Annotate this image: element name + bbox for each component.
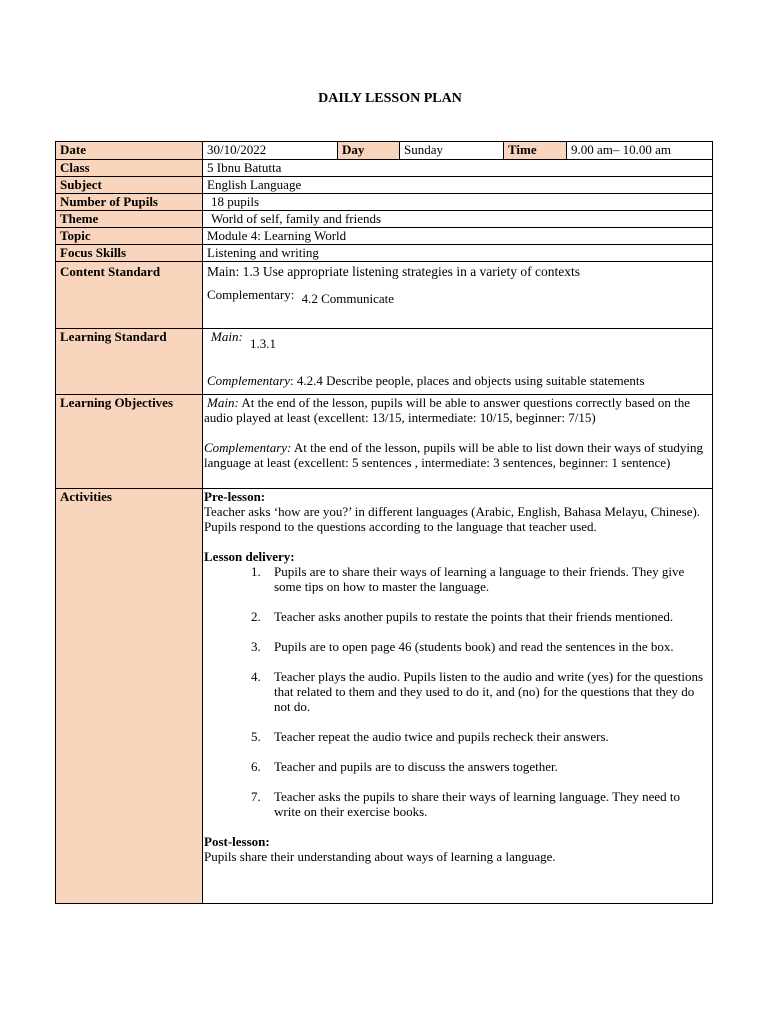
lesson-steps xyxy=(204,564,708,819)
value-class: 5 Ibnu Batutta xyxy=(203,160,713,177)
step-text: Pupils are to share their ways of learning a language to their friends. They give some tips on how to master the language. xyxy=(274,564,685,594)
pre-lesson-line-2: Pupils respond to the questions according to the language that teacher used. xyxy=(204,519,597,534)
step-text: Teacher and pupils are to discuss the answers together. xyxy=(274,759,558,774)
ls-main-label: Main: xyxy=(211,329,243,344)
pre-lesson-heading: Pre-lesson: xyxy=(204,489,266,504)
content-main: Main: 1.3 Use appropriate listening strategies in a variety of contexts xyxy=(207,264,581,279)
label-day: Day xyxy=(338,142,400,160)
value-subject: English Language xyxy=(203,177,713,194)
value-learning-objectives xyxy=(203,395,713,489)
lesson-plan-table xyxy=(55,141,713,904)
post-lesson-line: Pupils share their understanding about ways of learning a language. xyxy=(204,849,556,864)
row-content-standard xyxy=(56,262,713,329)
objective-main xyxy=(204,395,708,425)
step-number: 2. xyxy=(251,609,261,624)
step-text: Pupils are to open page 46 (students book) and read the sentences in the box. xyxy=(274,639,674,654)
step-number: 3. xyxy=(251,639,261,654)
value-pupils: 18 pupils xyxy=(203,194,713,211)
content-comp-label: Complementary: xyxy=(207,287,295,302)
objective-complementary xyxy=(204,440,708,470)
label-time: Time xyxy=(504,142,567,160)
ls-main-text: 1.3.1 xyxy=(250,336,277,351)
row-theme xyxy=(56,211,713,228)
label-focus: Focus Skills xyxy=(56,245,203,262)
step-text: Teacher asks another pupils to restate the points that their friends mentioned. xyxy=(274,609,674,624)
label-learning-objectives: Learning Objectives xyxy=(56,395,203,489)
step-item xyxy=(204,609,708,624)
value-theme-cell xyxy=(203,211,713,228)
step-item xyxy=(204,759,708,774)
pre-lesson-line-1: Teacher asks ‘how are you?’ in different languages (Arabic, English, Bahasa Melayu, Chinese). xyxy=(204,504,701,519)
row-learning-objectives xyxy=(56,395,713,489)
step-item xyxy=(204,729,708,744)
row-focus xyxy=(56,245,713,262)
obj-main-text: At the end of the lesson, pupils will be able to answer questions correctly based on the audio played at least (excellent: 13/15, intermediate: 10/15, beginner: 7/15) xyxy=(204,395,691,425)
post-lesson-heading: Post-lesson: xyxy=(204,834,270,849)
value-day: Sunday xyxy=(400,142,504,160)
ls-comp-text: : 4.2.4 Describe people, places and objects using suitable statements xyxy=(290,373,645,388)
document-title: DAILY LESSON PLAN xyxy=(318,91,462,106)
step-text: Teacher repeat the audio twice and pupils recheck their answers. xyxy=(274,729,609,744)
row-pupils xyxy=(56,194,713,211)
lesson-delivery-heading: Lesson delivery: xyxy=(204,549,295,564)
value-focus: Listening and writing xyxy=(203,245,713,262)
content-comp-text: 4.2 Communicate xyxy=(301,291,395,306)
step-item xyxy=(204,789,708,819)
step-number: 6. xyxy=(251,759,261,774)
row-subject xyxy=(56,177,713,194)
step-item xyxy=(204,639,708,654)
step-item xyxy=(204,669,708,714)
label-activities: Activities xyxy=(56,489,203,904)
row-activities xyxy=(56,489,713,904)
step-number: 5. xyxy=(251,729,261,744)
step-text: Teacher plays the audio. Pupils listen to the audio and write (yes) for the questions that related to them and they used to do it, and (no) for the questions that they do not do. xyxy=(274,669,704,714)
step-number: 7. xyxy=(251,789,261,804)
label-topic: Topic xyxy=(56,228,203,245)
value-activities xyxy=(203,489,713,904)
ls-complementary xyxy=(207,373,685,388)
label-pupils: Number of Pupils xyxy=(56,194,203,211)
obj-comp-text: At the end of the lesson, pupils will be able to list down their ways of studying language at least (excellent: 5 sentences , intermediate: 3 sentences, beginner: 1 sentence) xyxy=(204,440,703,470)
step-text: Teacher asks the pupils to share their ways of learning language. They need to write on their exercise books. xyxy=(274,789,681,819)
value-content-standard xyxy=(203,262,713,329)
value-topic: Module 4: Learning World xyxy=(203,228,713,245)
step-number: 1. xyxy=(251,564,261,579)
label-date: Date xyxy=(56,142,203,160)
row-learning-standard xyxy=(56,329,713,395)
row-topic xyxy=(56,228,713,245)
label-subject: Subject xyxy=(56,177,203,194)
obj-main-label: Main: xyxy=(207,395,239,410)
value-theme: World of self, family and friends xyxy=(211,211,382,226)
row-class xyxy=(56,160,713,177)
value-time: 9.00 am– 10.00 am xyxy=(567,142,713,160)
ls-comp-label: Complementary xyxy=(207,373,291,388)
row-date xyxy=(56,142,713,160)
step-item xyxy=(204,564,708,594)
value-date: 30/10/2022 xyxy=(203,142,338,160)
label-theme: Theme xyxy=(56,211,203,228)
step-number: 4. xyxy=(251,669,261,684)
value-learning-standard xyxy=(203,329,713,395)
obj-comp-label: Complementary: xyxy=(204,440,292,455)
label-content-standard: Content Standard xyxy=(56,262,203,329)
label-learning-standard: Learning Standard xyxy=(56,329,203,395)
label-class: Class xyxy=(56,160,203,177)
